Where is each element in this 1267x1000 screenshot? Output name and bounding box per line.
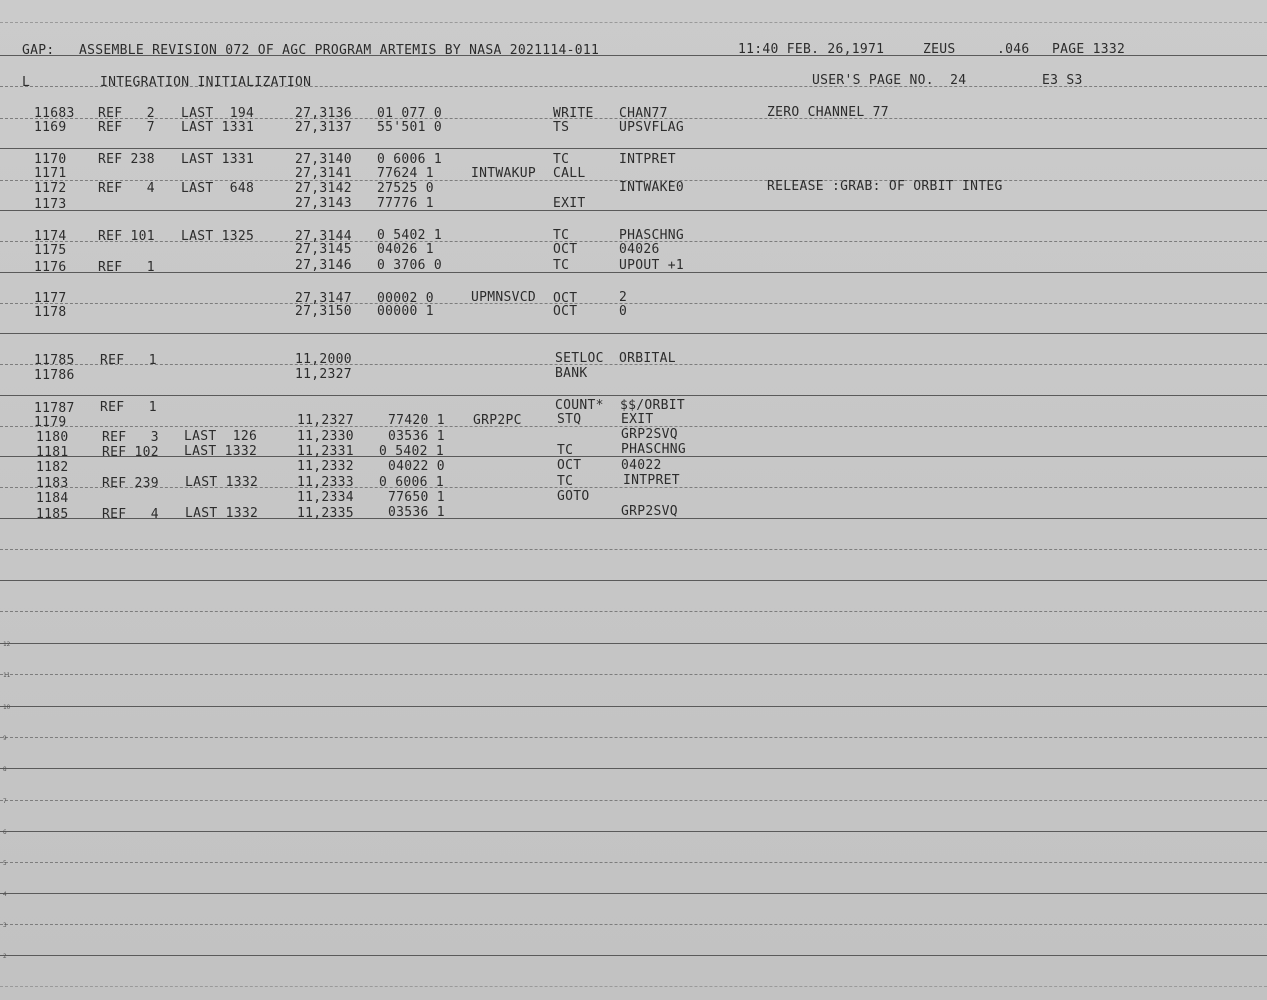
rule — [0, 924, 1267, 925]
operand: GRP2SVQ — [621, 504, 678, 519]
opcode: OCT — [553, 304, 578, 319]
rule — [0, 580, 1267, 581]
ref-count: REF 101 — [98, 229, 155, 244]
rule — [0, 893, 1267, 894]
margin-number: 11 — [3, 672, 11, 679]
line-number: 11787 — [34, 401, 75, 416]
object-code: 01 077 0 — [377, 106, 443, 121]
address: 27,3142 — [295, 181, 352, 196]
last-ref: LAST 1331 — [181, 152, 255, 167]
line-number: 11786 — [34, 368, 75, 383]
address: 11,2000 — [295, 352, 352, 367]
operand: INTWAKE0 — [619, 180, 685, 195]
rule — [0, 862, 1267, 863]
rule — [0, 955, 1267, 956]
operand: $$/ORBIT — [620, 398, 686, 413]
address: 27,3145 — [295, 242, 352, 257]
object-code: 55'501 0 — [377, 120, 443, 135]
operand: CHAN77 — [619, 106, 668, 121]
margin-number: 6 — [3, 829, 7, 836]
address: 27,3141 — [295, 166, 352, 181]
address: 27,3137 — [295, 120, 352, 135]
line-number: 1184 — [36, 491, 69, 506]
margin-number: 5 — [3, 860, 7, 867]
margin-number: 12 — [3, 641, 11, 648]
section-code: L — [22, 75, 31, 90]
rule — [0, 831, 1267, 832]
object-code: 0 5402 1 — [379, 444, 445, 459]
ref-count: REF 102 — [102, 445, 159, 460]
address: 11,2333 — [297, 475, 354, 490]
opcode: BANK — [555, 366, 588, 381]
address: 11,2327 — [295, 367, 352, 382]
operand: UPSVFLAG — [619, 120, 685, 135]
operand: 0 — [619, 304, 628, 319]
line-number: 1177 — [34, 291, 67, 306]
last-ref: LAST 1332 — [184, 444, 258, 459]
address: 27,3150 — [295, 304, 352, 319]
line-number: 1174 — [34, 229, 67, 244]
operand: PHASCHNG — [621, 442, 687, 457]
opcode: TC — [553, 152, 570, 167]
object-code: 77624 1 — [377, 166, 434, 181]
object-code: 04022 0 — [388, 459, 445, 474]
opcode: CALL — [553, 166, 586, 181]
object-code: 77650 1 — [388, 490, 445, 505]
opcode: OCT — [557, 458, 582, 473]
address: 11,2330 — [297, 429, 354, 444]
line-number: 1183 — [36, 476, 69, 491]
rule — [0, 86, 1267, 87]
object-code: 0 3706 0 — [377, 258, 443, 273]
label: UPMNSVCD — [471, 290, 537, 305]
margin-number: 10 — [3, 704, 11, 711]
last-ref: LAST 1331 — [181, 120, 255, 135]
line-number: 1182 — [36, 460, 69, 475]
margin-number: 7 — [3, 798, 7, 805]
rule — [0, 210, 1267, 211]
object-code: 00002 0 — [377, 291, 434, 306]
opcode: OCT — [553, 291, 578, 306]
users-page-number: USER'S PAGE NO. 24 — [812, 73, 967, 88]
opcode: SETLOC — [555, 351, 604, 366]
object-code: 77420 1 — [388, 413, 445, 428]
line-number: 1179 — [34, 415, 67, 430]
address: 27,3136 — [295, 106, 352, 121]
line-number: 1171 — [34, 166, 67, 181]
operand: 04026 — [619, 242, 660, 257]
object-code: 77776 1 — [377, 196, 434, 211]
address: 27,3140 — [295, 152, 352, 167]
rule — [0, 986, 1267, 987]
margin-number: 9 — [3, 735, 7, 742]
operand: UPOUT +1 — [619, 258, 685, 273]
label: INTWAKUP — [471, 166, 537, 181]
operand: 04022 — [621, 458, 662, 473]
object-code: 27525 0 — [377, 181, 434, 196]
line-number: 1176 — [34, 260, 67, 275]
address: 11,2331 — [297, 444, 354, 459]
operand: PHASCHNG — [619, 228, 685, 243]
rule — [0, 22, 1267, 23]
object-code: 0 6006 1 — [377, 152, 443, 167]
line-number: 1169 — [34, 120, 67, 135]
sheet-code: E3 S3 — [1042, 73, 1083, 88]
object-code: 00000 1 — [377, 304, 434, 319]
ref-count: REF 239 — [102, 476, 159, 491]
operand: 2 — [619, 290, 628, 305]
object-code: 03536 1 — [388, 505, 445, 520]
label: GRP2PC — [473, 413, 522, 428]
rule — [0, 549, 1267, 550]
ref-count: REF 1 — [100, 353, 157, 368]
page-number: PAGE 1332 — [1052, 42, 1126, 57]
opcode: TC — [553, 258, 570, 273]
listing-title: ASSEMBLE REVISION 072 OF AGC PROGRAM ARTEMIS BY NASA 2021114-011 — [79, 43, 600, 58]
rule — [0, 768, 1267, 769]
system-name: ZEUS — [923, 42, 956, 57]
opcode: TS — [553, 120, 570, 135]
object-code: 03536 1 — [388, 429, 445, 444]
rule — [0, 737, 1267, 738]
operand: EXIT — [621, 412, 654, 427]
comment: ZERO CHANNEL 77 — [767, 105, 889, 120]
timestamp: 11:40 FEB. 26,1971 — [738, 42, 885, 57]
rule — [0, 611, 1267, 612]
address: 11,2332 — [297, 459, 354, 474]
line-number: 11785 — [34, 353, 75, 368]
line-number: 1175 — [34, 243, 67, 258]
operand: INTPRET — [623, 473, 680, 488]
opcode: TC — [557, 443, 574, 458]
margin-number: 8 — [3, 766, 7, 773]
address: 11,2334 — [297, 490, 354, 505]
line-number: 1172 — [34, 181, 67, 196]
object-code: 04026 1 — [377, 242, 434, 257]
line-number: 1178 — [34, 305, 67, 320]
ref-count: REF 1 — [98, 260, 155, 275]
address: 11,2335 — [297, 506, 354, 521]
last-ref: LAST 126 — [184, 429, 258, 444]
address: 11,2327 — [297, 413, 354, 428]
line-number: 1170 — [34, 152, 67, 167]
opcode: TC — [557, 474, 574, 489]
line-number: 1180 — [36, 430, 69, 445]
rule — [0, 674, 1267, 675]
operand: INTPRET — [619, 152, 676, 167]
comment: RELEASE :GRAB: OF ORBIT INTEG — [767, 179, 1003, 194]
line-number: 1173 — [34, 197, 67, 212]
ref-count: REF 4 — [98, 181, 155, 196]
last-ref: LAST 1325 — [181, 229, 255, 244]
section-title: INTEGRATION INITIALIZATION — [100, 75, 312, 90]
line-number: 11683 — [34, 106, 75, 121]
ref-count: REF 1 — [100, 400, 157, 415]
operand: GRP2SVQ — [621, 427, 678, 442]
last-ref: LAST 1332 — [185, 475, 259, 490]
rule — [0, 303, 1267, 304]
margin-number: 4 — [3, 891, 7, 898]
rule — [0, 333, 1267, 334]
address: 27,3143 — [295, 196, 352, 211]
opcode: EXIT — [553, 196, 586, 211]
ref-count: REF 4 — [102, 507, 159, 522]
sequence-number: .046 — [997, 42, 1030, 57]
opcode: TC — [553, 228, 570, 243]
address: 27,3146 — [295, 258, 352, 273]
rule — [0, 643, 1267, 644]
gap-label: GAP: — [22, 43, 55, 58]
line-number: 1185 — [36, 507, 69, 522]
opcode: STQ — [557, 412, 582, 427]
margin-number: 2 — [3, 953, 7, 960]
object-code: 0 5402 1 — [377, 228, 443, 243]
opcode: GOTO — [557, 489, 590, 504]
line-number: 1181 — [36, 445, 69, 460]
address: 27,3144 — [295, 229, 352, 244]
ref-count: REF 7 — [98, 120, 155, 135]
last-ref: LAST 1332 — [185, 506, 259, 521]
last-ref: LAST 194 — [181, 106, 255, 121]
operand: ORBITAL — [619, 351, 676, 366]
rule — [0, 148, 1267, 149]
object-code: 0 6006 1 — [379, 475, 445, 490]
rule — [0, 706, 1267, 707]
rule — [0, 55, 1267, 56]
rule — [0, 395, 1267, 396]
ref-count: REF 2 — [98, 106, 155, 121]
last-ref: LAST 648 — [181, 181, 255, 196]
address: 27,3147 — [295, 291, 352, 306]
rule — [0, 800, 1267, 801]
opcode: WRITE — [553, 106, 594, 121]
ref-count: REF 238 — [98, 152, 155, 167]
opcode: COUNT* — [555, 398, 604, 413]
opcode: OCT — [553, 242, 578, 257]
ref-count: REF 3 — [102, 430, 159, 445]
margin-number: 3 — [3, 922, 7, 929]
